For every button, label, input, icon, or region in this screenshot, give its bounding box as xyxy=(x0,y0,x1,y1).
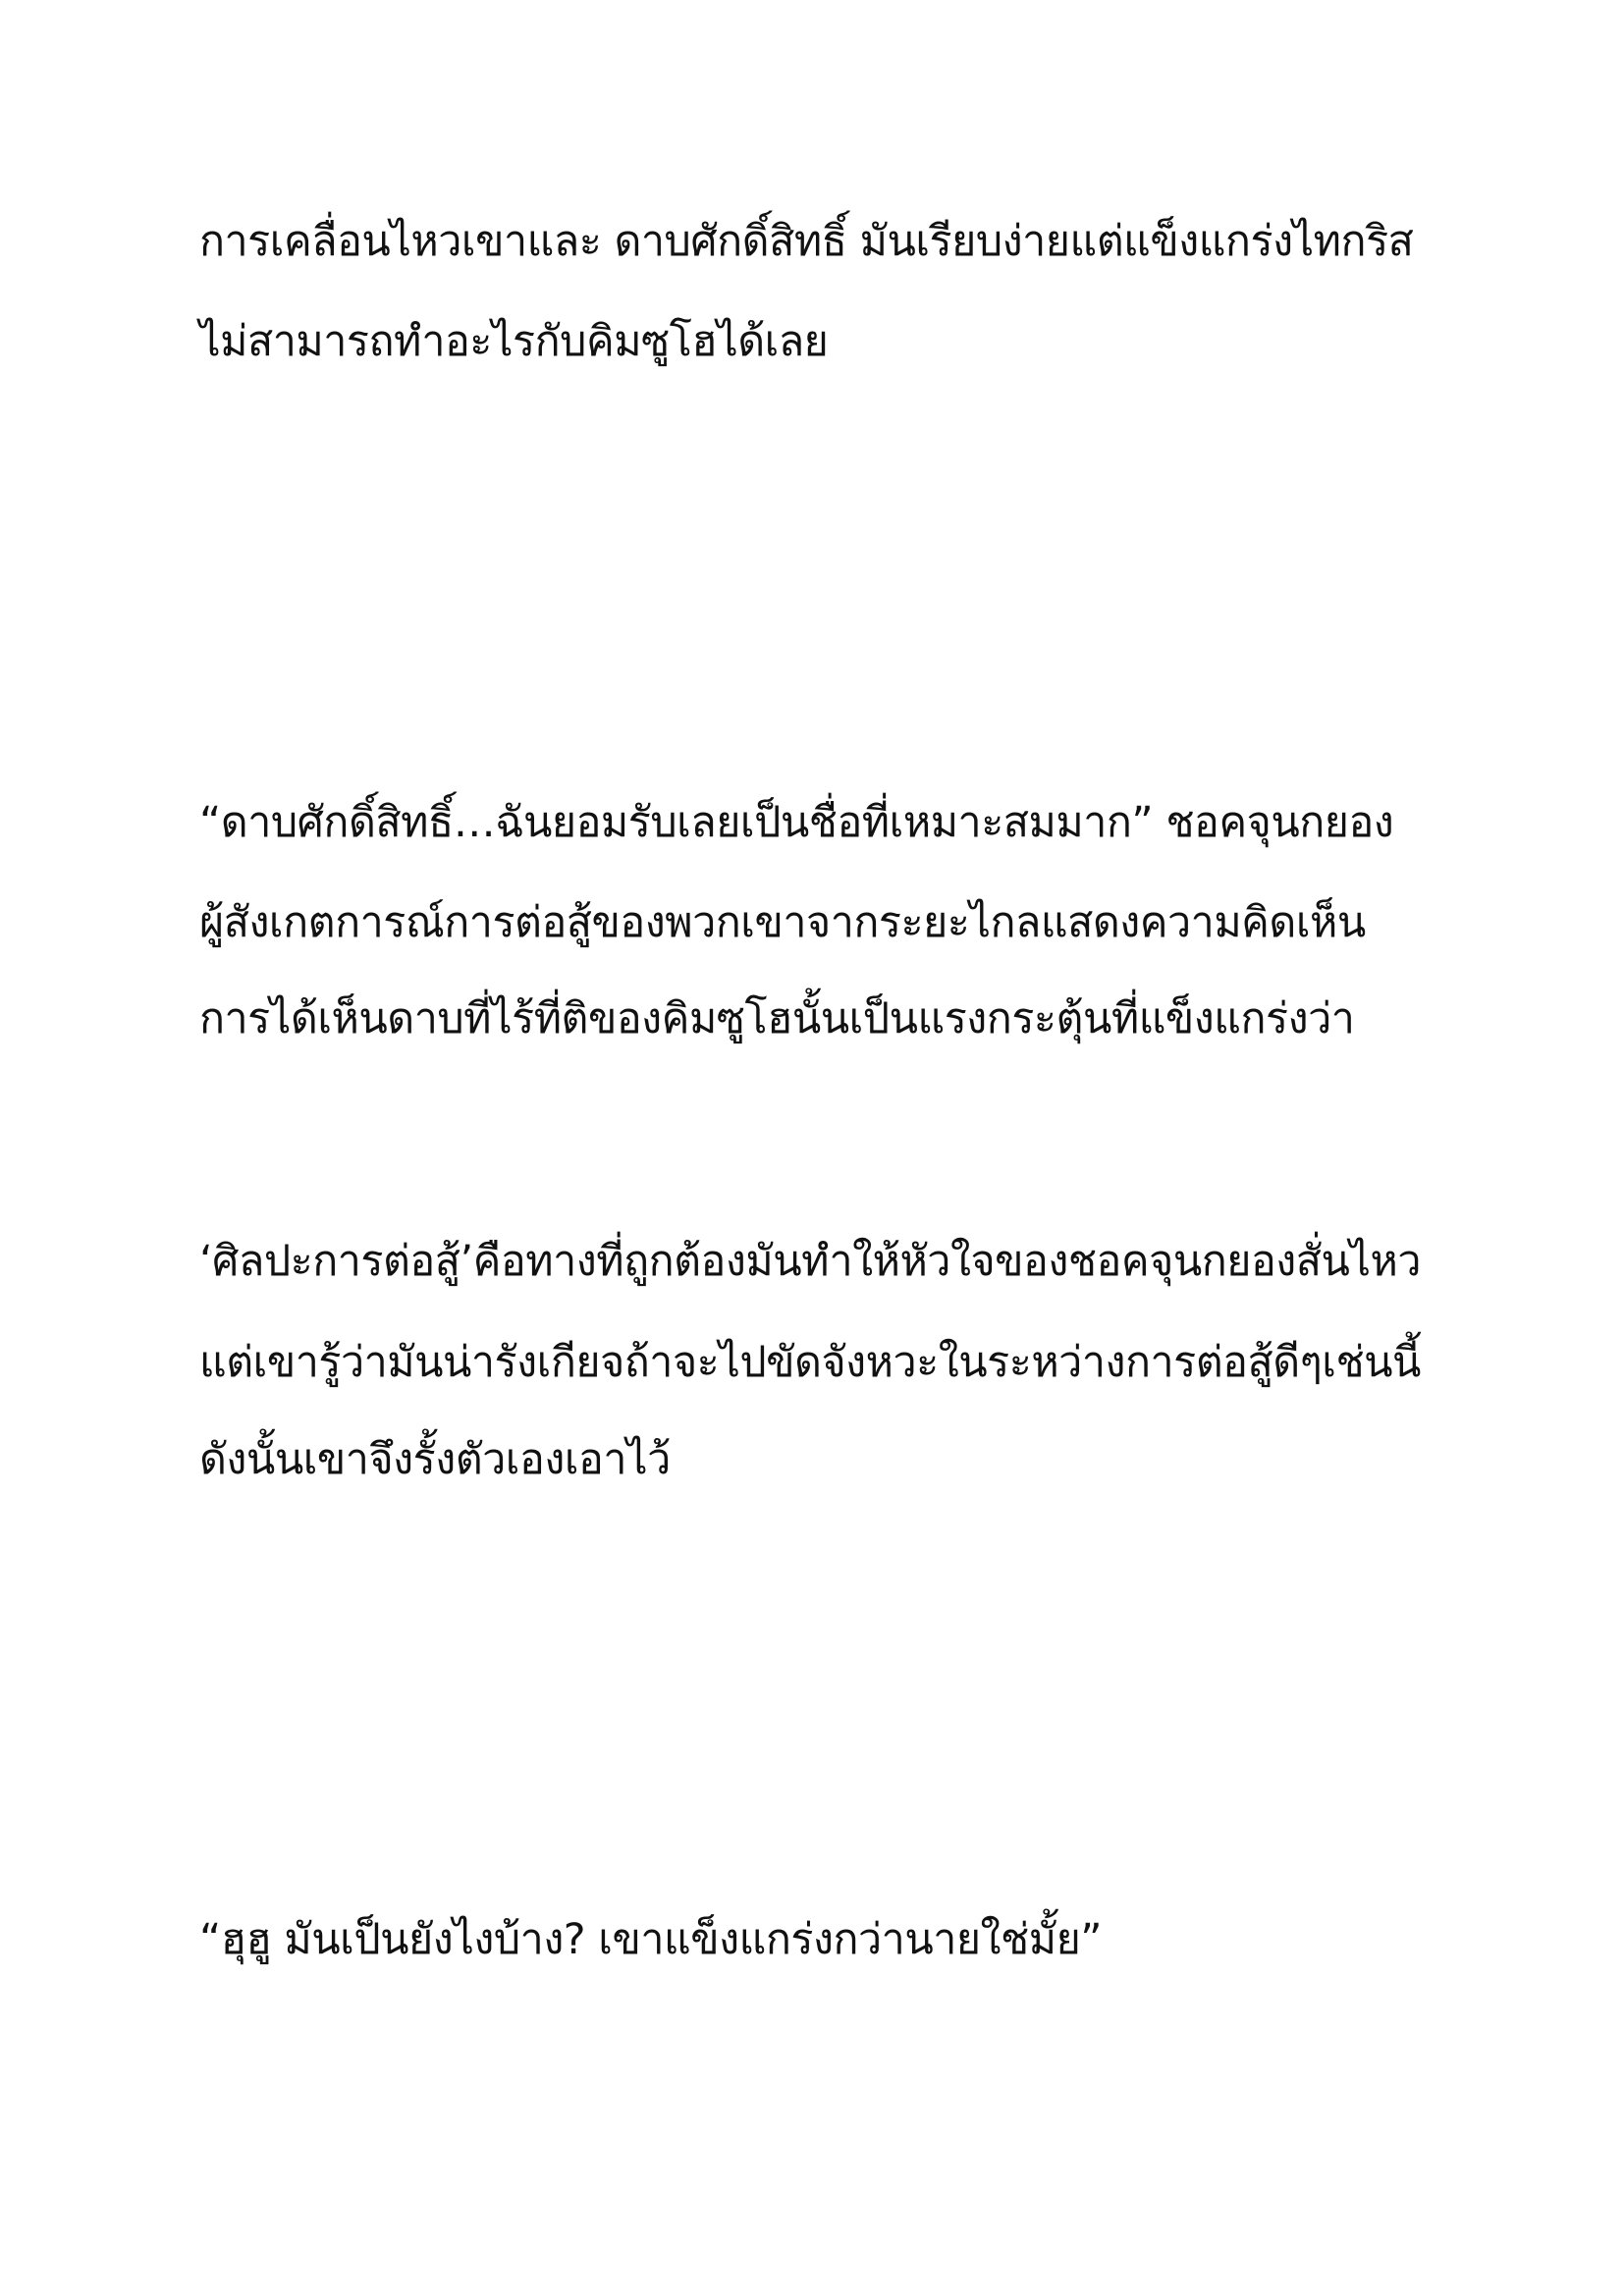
text-line: ‘ศิลปะการต่อสู้’คือทางที่ถูกต้องมันทำให้หัวใจของชอคจุนกยองสั่นไหว xyxy=(199,1237,1422,1286)
text-line: ผู้สังเกตการณ์การต่อสู้ของพวกเขาจากระยะไกลแสดงความคิดเห็น xyxy=(199,898,1366,947)
text-line: ไม่สามารถทำอะไรกับคิมซูโฮได้เลย xyxy=(199,317,829,366)
text-line: ดังนั้นเขาจึงรั้งตัวเองเอาไว้ xyxy=(199,1435,671,1484)
text-line: การได้เห็นดาบที่ไร้ที่ติของคิมซูโฮนั้นเป็นแรงกระตุ้นที่แข็งแกร่งว่า xyxy=(199,994,1355,1043)
text-line: “ดาบศักดิ์สิทธิ์…ฉันยอมรับเลยเป็นชื่อที่เหมาะสมมาก” ชอคจุนกยอง xyxy=(199,798,1394,847)
text-line: แต่เขารู้ว่ามันน่ารังเกียจถ้าจะไปขัดจังหวะในระหว่างการต่อสู้ดีๆเช่นนี้ xyxy=(199,1338,1421,1387)
text-line: การเคลื่อนไหวเขาและ ดาบศักดิ์สิทธิ์ มันเรียบง่ายแต่แข็งแกร่งไทกริส xyxy=(199,217,1414,266)
text-line: “ฮุฮู มันเป็นยังไงบ้าง? เขาแข็งแกร่งกว่านายใช่มั้ย” xyxy=(199,1915,1103,1964)
